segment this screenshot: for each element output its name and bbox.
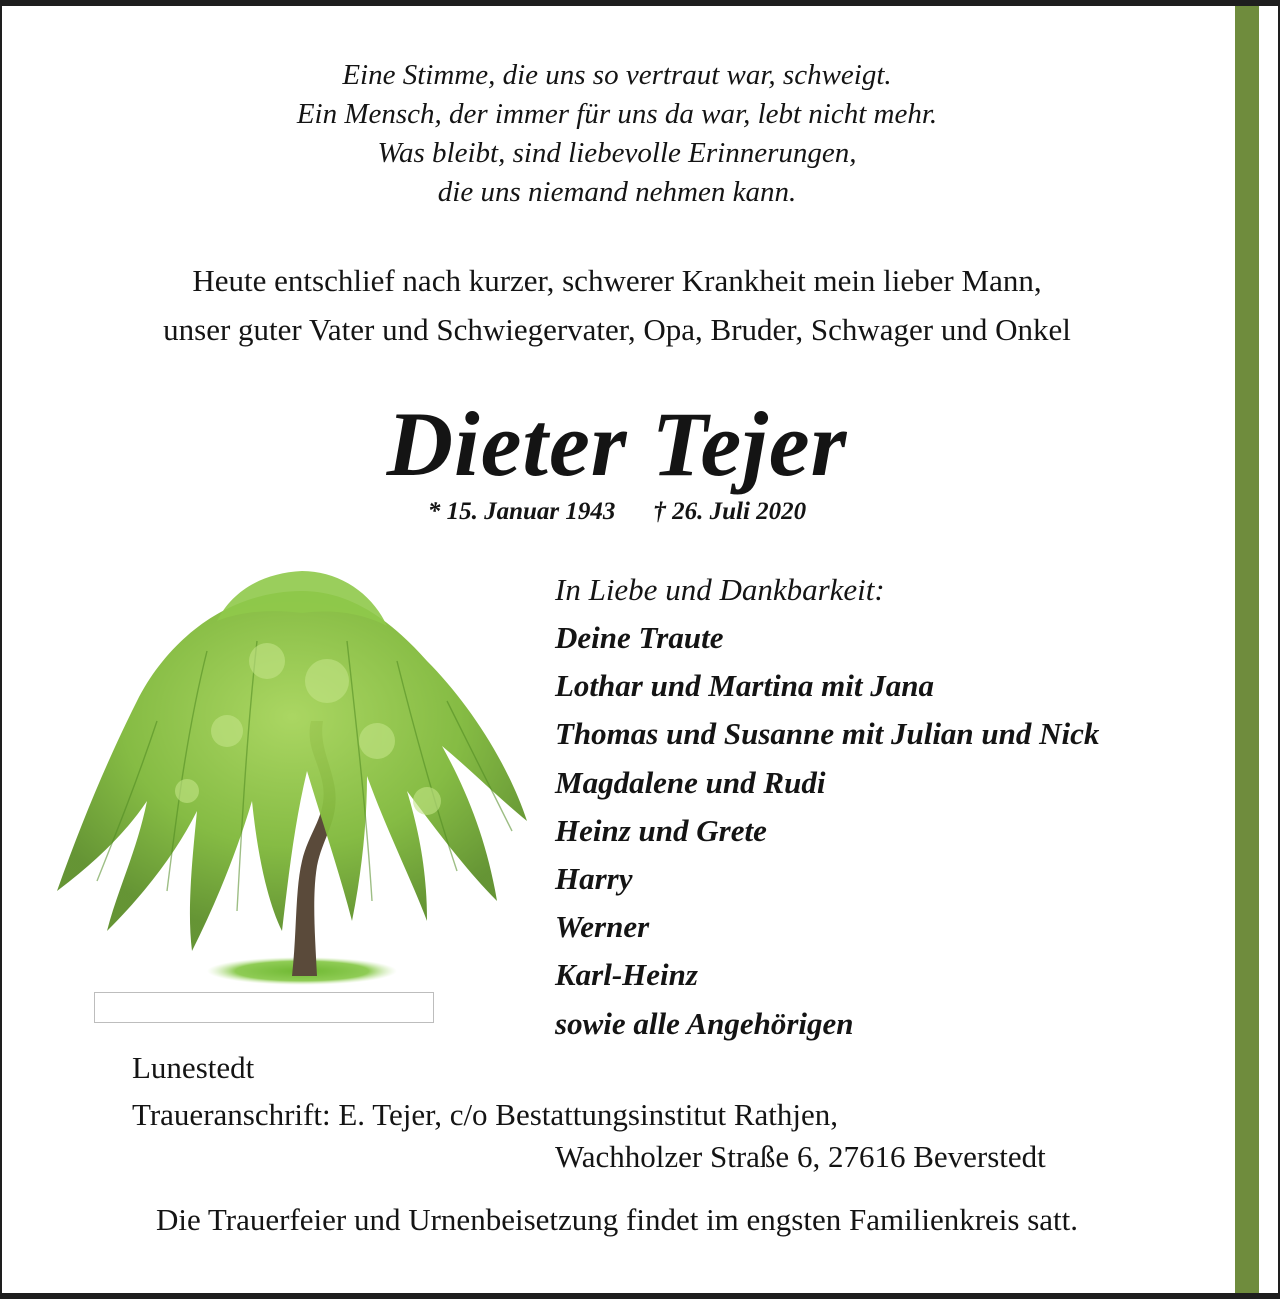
- life-dates: [2, 496, 1232, 528]
- weeping-willow-tree-icon: [27, 531, 537, 991]
- verse: [2, 56, 1232, 212]
- verse-line: die uns niemand nehmen kann.: [437, 176, 797, 208]
- announcement: [2, 256, 1232, 354]
- verse-line: Ein Mensch, der immer für uns da war, lebt nicht mehr.: [296, 98, 938, 130]
- mourner-name: Deine Traute: [555, 620, 724, 655]
- announcement-line: Heute entschlief nach kurzer, schwerer Krankheit mein lieber Mann,: [192, 263, 1042, 298]
- funeral-note: Die Trauerfeier und Urnenbeisetzung findet im engsten Familienkreis satt.: [155, 1202, 1079, 1237]
- mourning-address-label: Traueranschrift: E. Tejer, c/o Bestattungsinstitut Rathjen,: [132, 1097, 839, 1132]
- mourner-name: sowie alle Angehörigen: [555, 1005, 854, 1041]
- mourning-address-street: Wachholzer Straße 6, 27616 Beverstedt: [555, 1139, 1046, 1174]
- birth-date: * 15. Januar 1943: [427, 498, 616, 525]
- mourners-list: [555, 566, 1099, 1048]
- verse-line: Eine Stimme, die uns so vertraut war, schweigt.: [342, 59, 892, 91]
- mourner-name: Werner: [555, 909, 650, 945]
- mourner-name: Lothar und Martina mit Jana: [555, 668, 935, 704]
- mourner-name: Thomas und Susanne mit Julian und Nick: [555, 716, 1100, 752]
- mourners-lead: In Liebe und Dankbarkeit:: [555, 572, 885, 607]
- verse-line: Was bleibt, sind liebevolle Erinnerungen,: [377, 137, 857, 169]
- deceased-name: Dieter Tejer: [386, 393, 848, 495]
- green-accent-bar: [1235, 6, 1259, 1293]
- mourner-name: Magdalene und Rudi: [555, 764, 826, 800]
- image-caption-box: [94, 992, 434, 1023]
- mourner-name: Karl-Heinz: [555, 957, 698, 993]
- death-date: † 26. Juli 2020: [653, 498, 807, 525]
- announcement-line: unser guter Vater und Schwiegervater, Opa, Bruder, Schwager und Onkel: [163, 312, 1071, 347]
- mourner-name: Harry: [555, 860, 633, 896]
- mourner-name: Heinz und Grete: [555, 812, 767, 848]
- place-of-residence: Lunestedt: [132, 1050, 255, 1085]
